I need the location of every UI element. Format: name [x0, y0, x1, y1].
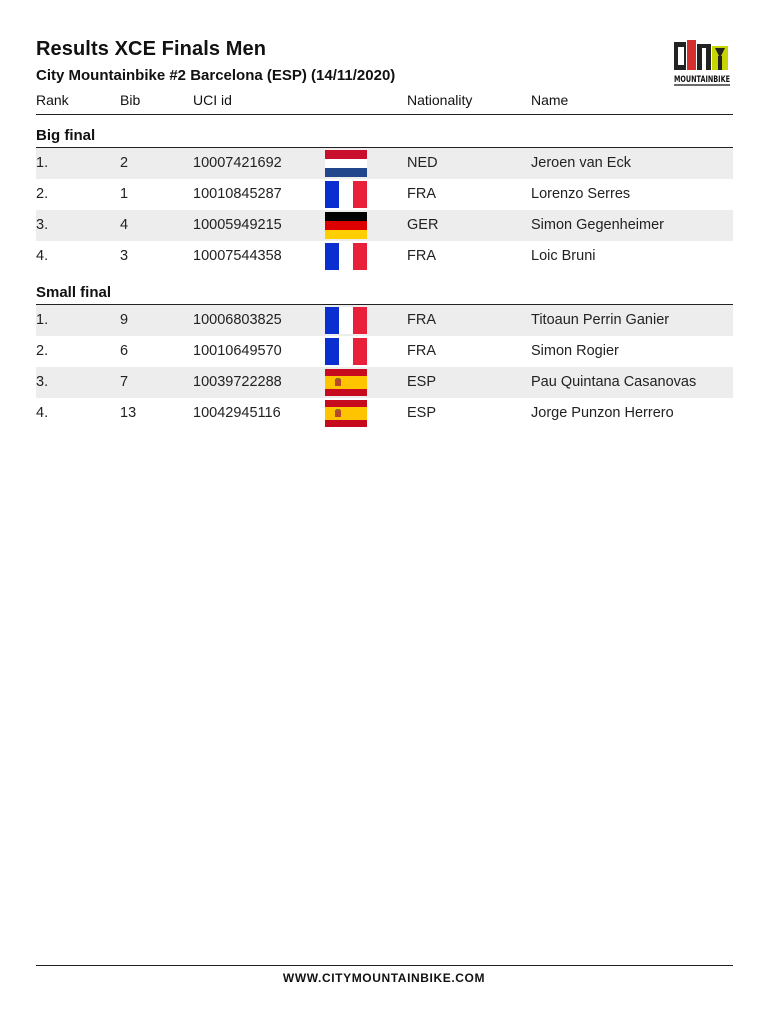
- header-name: Name: [531, 92, 569, 108]
- name-cell: Pau Quintana Casanovas: [531, 374, 697, 390]
- bib-cell: 1: [120, 186, 129, 202]
- page-subtitle: City Mountainbike #2 Barcelona (ESP) (14/11/2020): [36, 67, 396, 84]
- city-mountainbike-logo-icon: [671, 38, 733, 88]
- bib-cell: 2: [120, 155, 129, 171]
- table-row: [36, 367, 733, 398]
- table-header: [36, 92, 733, 115]
- fra-flag-icon: [325, 338, 367, 365]
- header-nationality: Nationality: [407, 92, 473, 108]
- fra-flag-icon: [325, 181, 367, 208]
- nationality-cell: ESP: [407, 405, 437, 421]
- nationality-cell: FRA: [407, 186, 436, 202]
- section-title-big-final: Big final: [36, 127, 733, 148]
- fra-flag-icon: [325, 307, 367, 334]
- rank-cell: 1.: [36, 155, 49, 171]
- name-cell: Lorenzo Serres: [531, 186, 631, 202]
- bib-cell: 7: [120, 374, 129, 390]
- bib-cell: 13: [120, 405, 137, 421]
- header-uci-id: UCI id: [193, 92, 232, 108]
- nationality-cell: GER: [407, 217, 439, 233]
- uci-cell: 10005949215: [193, 217, 282, 233]
- bib-cell: 6: [120, 343, 129, 359]
- name-cell: Simon Rogier: [531, 343, 619, 359]
- nationality-cell: ESP: [407, 374, 437, 390]
- bib-cell: 9: [120, 312, 129, 328]
- rank-cell: 4.: [36, 248, 49, 264]
- esp-flag-icon: [325, 369, 367, 396]
- nationality-cell: FRA: [407, 248, 436, 264]
- fra-flag-icon: [325, 243, 367, 270]
- rank-cell: 1.: [36, 312, 49, 328]
- table-row: [36, 336, 733, 367]
- page-title: Results XCE Finals Men: [36, 38, 267, 60]
- table-row: [36, 305, 733, 336]
- name-cell: Jeroen van Eck: [531, 155, 631, 171]
- uci-cell: 10010649570: [193, 343, 282, 359]
- ned-flag-icon: [325, 150, 367, 177]
- nationality-cell: FRA: [407, 312, 436, 328]
- nationality-cell: FRA: [407, 343, 436, 359]
- uci-cell: 10042945116: [193, 405, 281, 421]
- bib-cell: 4: [120, 217, 129, 233]
- uci-cell: 10010845287: [193, 186, 282, 202]
- rank-cell: 4.: [36, 405, 49, 421]
- name-cell: Titoaun Perrin Ganier: [531, 312, 670, 328]
- name-cell: Jorge Punzon Herrero: [531, 405, 674, 421]
- footer-url-link[interactable]: WWW.CITYMOUNTAINBIKE.COM: [282, 971, 486, 985]
- header-rank: Rank: [36, 92, 69, 108]
- uci-cell: 10006803825: [193, 312, 282, 328]
- ger-flag-icon: [325, 212, 367, 239]
- rank-cell: 3.: [36, 374, 49, 390]
- table-row: [36, 241, 733, 272]
- uci-cell: 10007544358: [193, 248, 282, 264]
- uci-cell: 10007421692: [193, 155, 282, 171]
- uci-cell: 10039722288: [193, 374, 282, 390]
- rank-cell: 2.: [36, 343, 49, 359]
- table-row: [36, 398, 733, 429]
- name-cell: Loic Bruni: [531, 248, 596, 264]
- name-cell: Simon Gegenheimer: [531, 217, 664, 233]
- nationality-cell: NED: [407, 155, 438, 171]
- bib-cell: 3: [120, 248, 129, 264]
- table-row: [36, 210, 733, 241]
- header-bib: Bib: [120, 92, 141, 108]
- esp-flag-icon: [325, 400, 367, 427]
- rank-cell: 3.: [36, 217, 49, 233]
- footer-divider: [36, 965, 733, 966]
- table-row: [36, 179, 733, 210]
- rank-cell: 2.: [36, 186, 49, 202]
- table-row: [36, 148, 733, 179]
- section-title-small-final: Small final: [36, 284, 733, 305]
- logo-text: MOUNTAINBIKE: [674, 75, 731, 85]
